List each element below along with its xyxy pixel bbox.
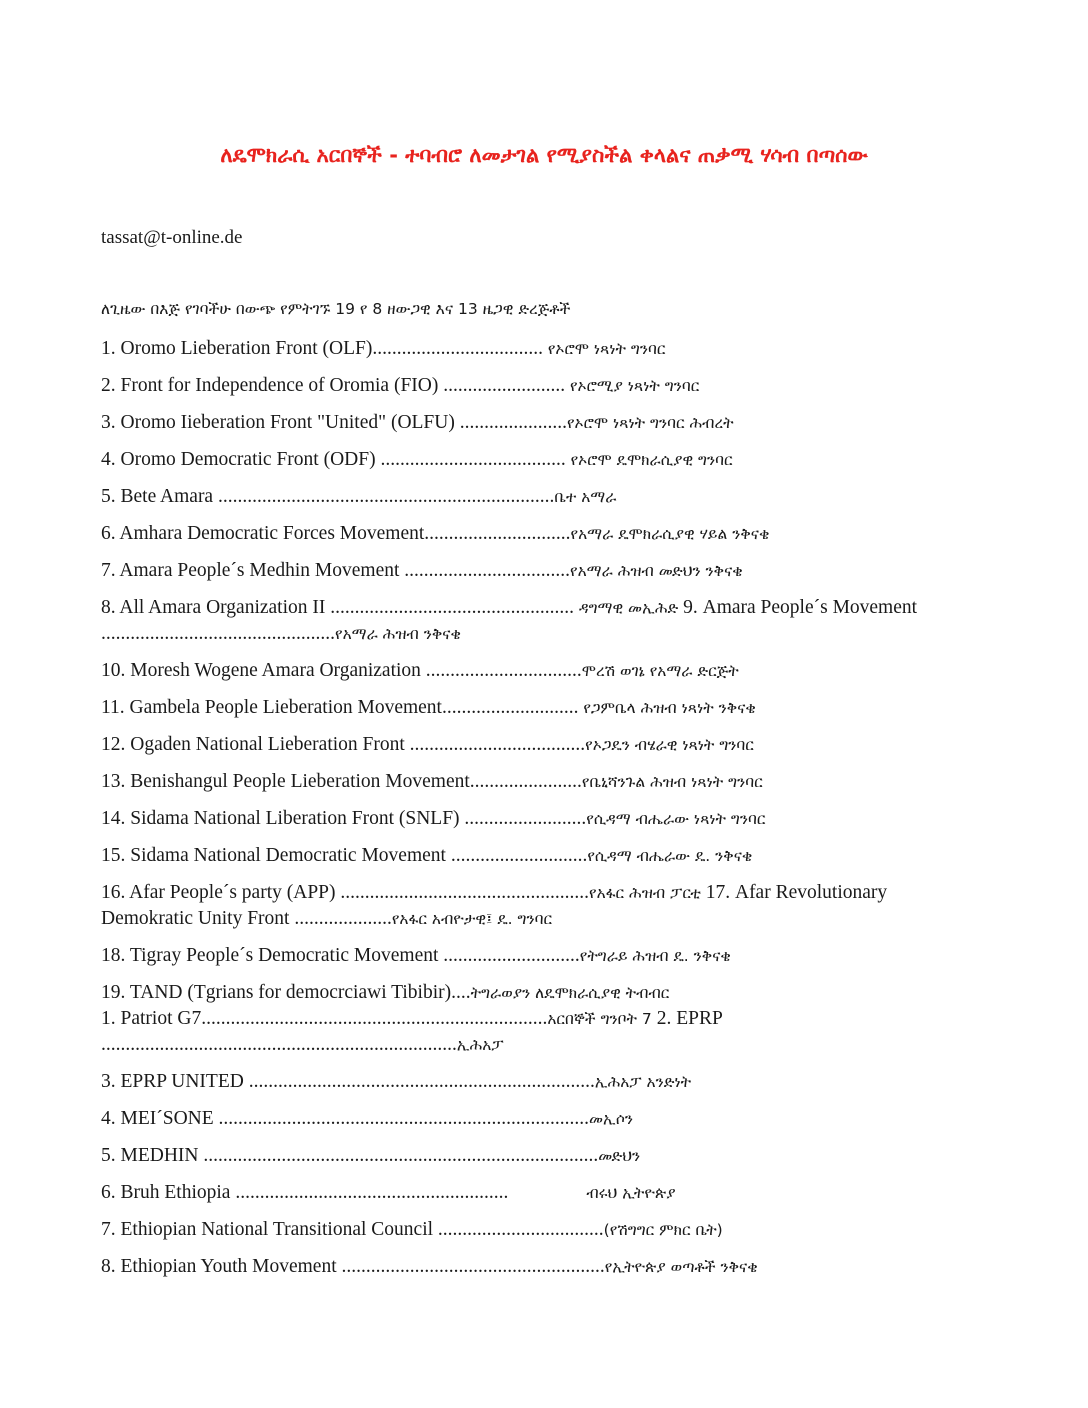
list-item bbox=[101, 1006, 981, 1058]
entry-amharic: የትግራይ ሕዝብ ዴ. ንቅናቄ bbox=[579, 947, 731, 965]
entry-english: 19. TAND (Tgrians for democrciawi Tibibir).... bbox=[101, 982, 471, 1003]
entry-english: 17. Afar Revolutionary Demokratic Unity Front .................... bbox=[101, 882, 888, 929]
entry-english: 8. All Amara Organization II .................................................. bbox=[101, 597, 579, 618]
entry-english: 3. EPRP UNITED ....................................................................... bbox=[101, 1071, 595, 1092]
entry-amharic: የኢትዮጵያ ወጣቶች ንቅናቄ bbox=[604, 1258, 758, 1276]
entry-amharic: የአማራ ሕዝብ ንቅናቄ bbox=[335, 625, 461, 643]
list-item bbox=[101, 658, 981, 684]
entry-english: 13. Benishangul People Lieberation Movement....................... bbox=[101, 771, 582, 792]
entry-amharic: የኦጋዴን ብሄራዊ ነጻነት ግንባር bbox=[585, 736, 754, 754]
entry-english: 1. Oromo Lieberation Front (OLF)................................... bbox=[101, 338, 548, 359]
entry-english: 2. EPRP ......................................................................... bbox=[101, 1008, 723, 1055]
list-item bbox=[101, 336, 981, 362]
list-item bbox=[101, 1069, 981, 1095]
entry-english: 5. Bete Amara ..................................................................... bbox=[101, 486, 555, 507]
entry-amharic: ሞረሽ ወገኔ የአማራ ድርጅት bbox=[581, 662, 739, 680]
list-item bbox=[101, 521, 981, 547]
entry-english: 7. Ethiopian National Transitional Council .................................. bbox=[101, 1219, 604, 1240]
intro-text: ለጊዜው በእጅ የገባችሁ በውጭ የምትገኙ 19 የ 8 ዘውጋዊ እና 13 ዜጋዊ ድረጅቶች bbox=[101, 300, 571, 318]
entry-english: 4. MEI´SONE ............................................................................ bbox=[101, 1108, 590, 1129]
entry-english: 16. Afar People´s party (APP) ................................................... bbox=[101, 882, 590, 903]
entry-english: 6. Amhara Democratic Forces Movement.............................. bbox=[101, 523, 571, 544]
list-item bbox=[101, 880, 981, 932]
page-title: ለዴሞክራሲ አርበኞች - ተባብሮ ለመታገል የሚያስችል ቀላልና ጠቃሚ ሃሳብ በጣሰው bbox=[220, 143, 868, 167]
entry-amharic: የኦሮሞ ነጻነት ግንባር ሕብረት bbox=[566, 414, 734, 432]
list-item bbox=[101, 595, 981, 647]
list-item bbox=[101, 447, 981, 473]
list-item bbox=[101, 943, 981, 969]
entry-english: 18. Tigray People´s Democratic Movement ............................ bbox=[101, 945, 580, 966]
entry-english: 15. Sidama National Democratic Movement ............................ bbox=[101, 845, 588, 866]
entry-english: 3. Oromo Iieberation Front "United" (OLFU) ...................... bbox=[101, 412, 567, 433]
entry-english: 10. Moresh Wogene Amara Organization ................................ bbox=[101, 660, 582, 681]
entry-amharic: መድህን bbox=[598, 1147, 641, 1165]
list-item bbox=[101, 695, 981, 721]
entry-amharic: የሲዳማ ብሔራው ነጻነት ግንባር bbox=[586, 810, 766, 828]
entry-amharic: የአማራ ሕዝብ መድህን ንቅናቄ bbox=[570, 562, 743, 580]
entry-english: 9. Amara People´s Movement ................................................ bbox=[101, 597, 918, 644]
entry-english: 2. Front for Independence of Oromia (FIO) ......................... bbox=[101, 375, 570, 396]
entry-amharic: ትግራወያን ለዴሞክራሲያዊ ትብብር bbox=[470, 984, 670, 1002]
entry-amharic: የሲዳማ ብሔራው ዴ. ንቅናቄ bbox=[587, 847, 753, 865]
list-item bbox=[101, 1254, 981, 1280]
entry-amharic: አርበኞች ግንቦት 7 bbox=[547, 1010, 652, 1028]
list-item bbox=[101, 732, 981, 758]
list-item bbox=[101, 484, 981, 510]
entry-amharic: የኦሮሞ ነጻነት ግንባር bbox=[547, 340, 666, 358]
organization-list bbox=[101, 336, 981, 1291]
entry-english: 4. Oromo Democratic Front (ODF) ...................................... bbox=[101, 449, 571, 470]
entry-english: 5. MEDHIN ................................................................................. bbox=[101, 1145, 599, 1166]
entry-english: 6. Bruh Ethiopia ........................................................ bbox=[101, 1182, 587, 1203]
entry-amharic: የኦሮሚያ ነጻነት ግንባር bbox=[569, 377, 700, 395]
entry-english: 14. Sidama National Liberation Front (SNLF) ......................... bbox=[101, 808, 587, 829]
entry-english: 11. Gambela People Lieberation Movement............................ bbox=[101, 697, 584, 718]
list-item bbox=[101, 410, 981, 436]
entry-english: 7. Amara People´s Medhin Movement .................................. bbox=[101, 560, 571, 581]
list-item bbox=[101, 1143, 981, 1169]
entry-amharic: ብሩህ ኢትዮጵያ bbox=[586, 1184, 676, 1202]
entry-amharic: ኢሕአፓ bbox=[456, 1036, 504, 1054]
entry-amharic: ቤተ አማራ bbox=[554, 488, 617, 506]
list-item bbox=[101, 558, 981, 584]
list-item bbox=[101, 1180, 981, 1206]
entry-english: 1. Patriot G7....................................................................... bbox=[101, 1008, 548, 1029]
author-email: tassat@t-online.de bbox=[101, 227, 243, 248]
entry-amharic: የአፋር አብዮታዊ፤ ዴ. ግንባር bbox=[391, 910, 553, 928]
entry-amharic: የአፋር ሕዝብ ፓርቲ bbox=[589, 884, 701, 902]
entry-amharic: ዳግማዊ መኢሕድ bbox=[578, 599, 679, 617]
entry-english: 12. Ogaden National Lieberation Front .................................... bbox=[101, 734, 586, 755]
entry-amharic: ኢሕአፓ አንድነት bbox=[594, 1073, 692, 1091]
entry-amharic: የኦሮሞ ዴሞክራሲያዊ ግንባር bbox=[570, 451, 733, 469]
entry-amharic: (የሽግግር ምክር ቤት) bbox=[603, 1221, 723, 1239]
list-item bbox=[101, 1217, 981, 1243]
list-item bbox=[101, 806, 981, 832]
entry-amharic: የቤኒሻንጉል ሕዝብ ነጻነት ግንባር bbox=[581, 773, 763, 791]
list-item bbox=[101, 373, 981, 399]
list-item bbox=[101, 980, 981, 1006]
entry-amharic: የአማራ ዴሞክራሲያዊ ሃይል ንቅናቄ bbox=[570, 525, 770, 543]
list-item bbox=[101, 1106, 981, 1132]
list-item bbox=[101, 843, 981, 869]
list-item bbox=[101, 769, 981, 795]
entry-amharic: የጋምቤላ ሕዝብ ነጻነት ንቅናቄ bbox=[583, 699, 756, 717]
entry-english: 8. Ethiopian Youth Movement ...................................................... bbox=[101, 1256, 605, 1277]
entry-amharic: መኢሶን bbox=[589, 1110, 634, 1128]
